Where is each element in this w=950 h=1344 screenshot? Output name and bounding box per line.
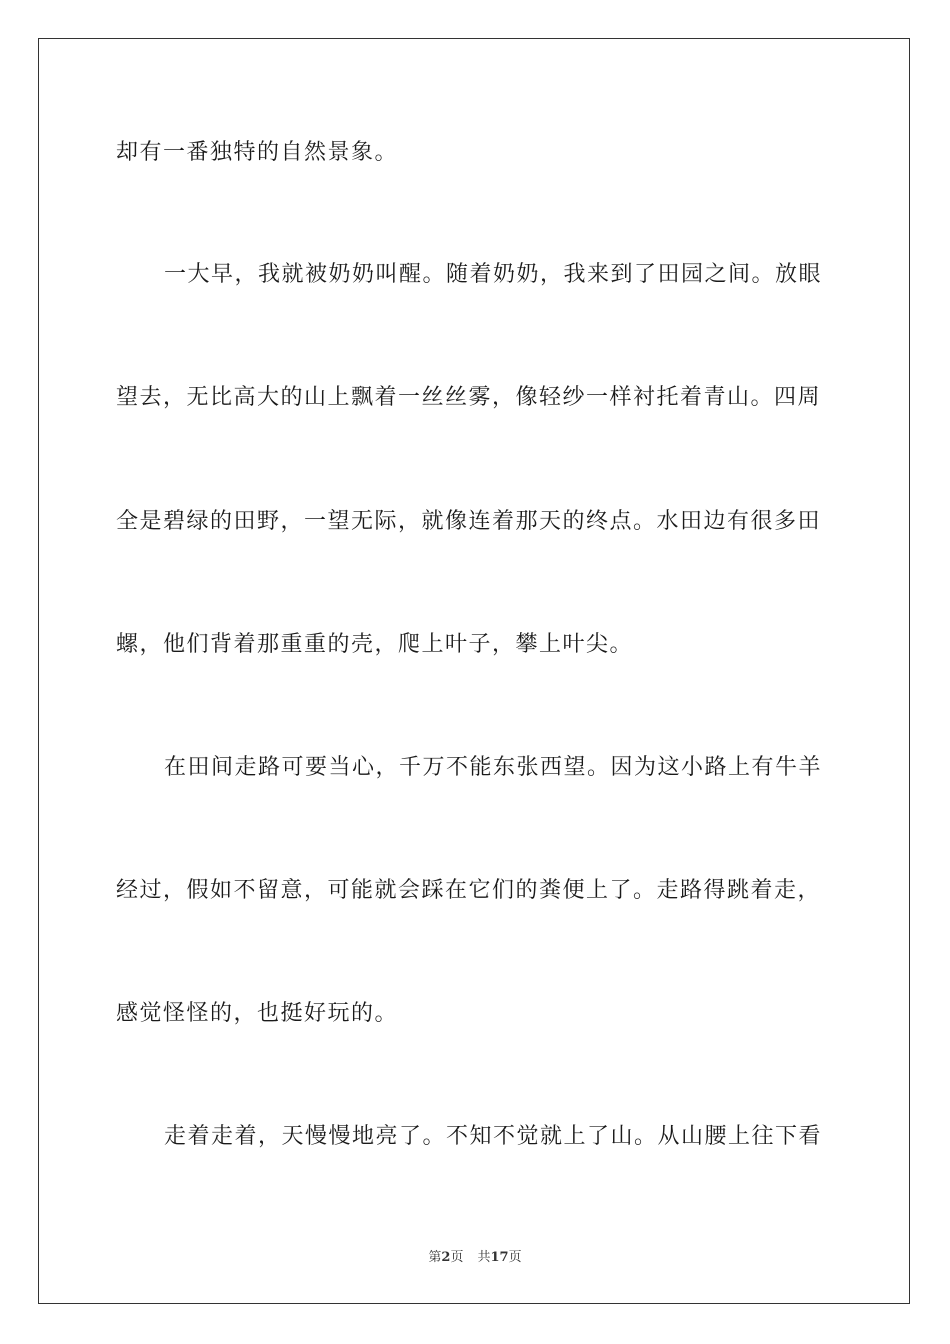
footer-page-prefix: 第 — [428, 1250, 442, 1265]
text-line-5: 螺，他们背着那重重的壳，爬上叶子，攀上叶尖。 — [116, 632, 634, 657]
text-line-2: 一大早，我就被奶奶叫醒。随着奶奶，我来到了田园之间。放眼 — [164, 262, 823, 287]
text-line-6: 在田间走路可要当心，千万不能东张西望。因为这小路上有牛羊 — [164, 755, 823, 780]
footer-total-suffix: 页 — [508, 1250, 522, 1265]
page-footer — [0, 1246, 950, 1265]
text-line-1: 却有一番独特的自然景象。 — [116, 140, 399, 165]
text-line-8: 感觉怪怪的，也挺好玩的。 — [116, 1001, 399, 1026]
text-line-4: 全是碧绿的田野，一望无际，就像连着那天的终点。水田边有很多田 — [116, 509, 822, 534]
page-frame — [38, 38, 910, 1304]
footer-page-number: 2 — [441, 1250, 451, 1265]
footer-total-pages: 17 — [490, 1250, 509, 1265]
footer-page-suffix: 页 — [450, 1250, 464, 1265]
footer-total-prefix: 共 — [477, 1250, 491, 1265]
text-line-3: 望去，无比高大的山上飘着一丝丝雾，像轻纱一样衬托着青山。四周 — [116, 385, 822, 410]
text-line-7: 经过，假如不留意，可能就会踩在它们的粪便上了。走路得跳着走， — [116, 878, 822, 903]
text-line-9: 走着走着，天慢慢地亮了。不知不觉就上了山。从山腰上往下看 — [164, 1124, 823, 1149]
